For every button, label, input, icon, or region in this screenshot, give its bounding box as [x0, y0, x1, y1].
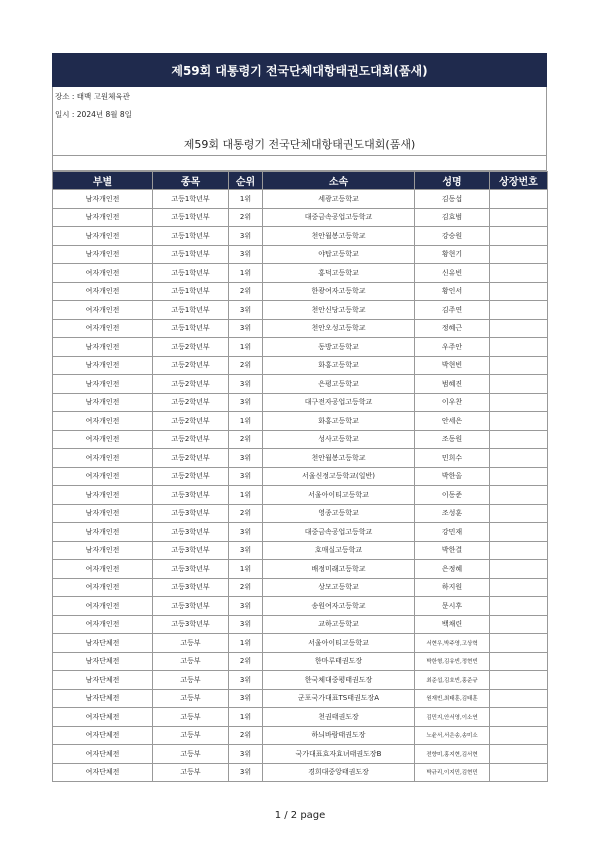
division-cell: 남자개인전: [53, 245, 153, 264]
affiliation-cell: 홍덕고등학교: [263, 264, 415, 283]
event-cell: 고등부: [153, 763, 229, 782]
name-cell: 강승원: [415, 227, 490, 246]
certificate-no-cell: [490, 245, 548, 264]
name-cell: 강민재: [415, 523, 490, 542]
name-cell: 김동섭: [415, 190, 490, 209]
division-cell: 남자개인전: [53, 190, 153, 209]
table-row: [53, 523, 548, 542]
rank-cell: 2위: [229, 430, 263, 449]
rank-cell: 2위: [229, 726, 263, 745]
table-subtitle: 제59회 대통령기 전국단체대항태권도대회(품새): [52, 133, 547, 156]
table-row: [53, 264, 548, 283]
division-cell: 여자개인전: [53, 578, 153, 597]
rank-cell: 3위: [229, 319, 263, 338]
name-cell: 김민지,안서영,이소연: [415, 708, 490, 727]
certificate-no-cell: [490, 486, 548, 505]
rank-cell: 1위: [229, 486, 263, 505]
table-row: [53, 615, 548, 634]
rank-cell: 1위: [229, 412, 263, 431]
certificate-no-cell: [490, 523, 548, 542]
rank-cell: 3위: [229, 615, 263, 634]
affiliation-cell: 세광고등학교: [263, 190, 415, 209]
event-cell: 고등3학년부: [153, 504, 229, 523]
rank-cell: 1위: [229, 634, 263, 653]
table-row: [53, 541, 548, 560]
rank-cell: 3위: [229, 523, 263, 542]
rank-cell: 2위: [229, 578, 263, 597]
name-cell: 민희수: [415, 449, 490, 468]
division-cell: 여자개인전: [53, 282, 153, 301]
event-cell: 고등3학년부: [153, 486, 229, 505]
event-cell: 고등부: [153, 671, 229, 690]
name-cell: 김주연: [415, 301, 490, 320]
event-cell: 고등2학년부: [153, 356, 229, 375]
rank-cell: 3위: [229, 227, 263, 246]
event-cell: 고등3학년부: [153, 578, 229, 597]
name-cell: 백채린: [415, 615, 490, 634]
event-cell: 고등1학년부: [153, 190, 229, 209]
table-row: [53, 671, 548, 690]
name-cell: 조동원: [415, 430, 490, 449]
affiliation-cell: 천안월봉고등학교: [263, 227, 415, 246]
table-row: [53, 689, 548, 708]
results-table: [52, 171, 548, 782]
division-cell: 여자개인전: [53, 412, 153, 431]
header-affiliation: 소속: [263, 172, 415, 190]
division-cell: 여자개인전: [53, 430, 153, 449]
division-cell: 여자개인전: [53, 597, 153, 616]
division-cell: 여자단체전: [53, 708, 153, 727]
certificate-no-cell: [490, 615, 548, 634]
table-row: [53, 393, 548, 412]
table-row: [53, 375, 548, 394]
rank-cell: 1위: [229, 338, 263, 357]
affiliation-cell: 영종고등학교: [263, 504, 415, 523]
division-cell: 여자개인전: [53, 467, 153, 486]
rank-cell: 3위: [229, 745, 263, 764]
table-row: [53, 652, 548, 671]
certificate-no-cell: [490, 282, 548, 301]
table-row: [53, 745, 548, 764]
division-cell: 여자개인전: [53, 615, 153, 634]
rank-cell: 3위: [229, 541, 263, 560]
division-cell: 여자개인전: [53, 560, 153, 579]
affiliation-cell: 호매실고등학교: [263, 541, 415, 560]
event-cell: 고등2학년부: [153, 412, 229, 431]
rank-cell: 3위: [229, 671, 263, 690]
name-cell: 박규리,이지민,김현민: [415, 763, 490, 782]
affiliation-cell: 은평고등학교: [263, 375, 415, 394]
name-cell: 이우찬: [415, 393, 490, 412]
affiliation-cell: 배정미래고등학교: [263, 560, 415, 579]
table-row: [53, 190, 548, 209]
table-row: [53, 245, 548, 264]
event-cell: 고등부: [153, 726, 229, 745]
certificate-no-cell: [490, 319, 548, 338]
certificate-no-cell: [490, 356, 548, 375]
affiliation-cell: 동방고등학교: [263, 338, 415, 357]
table-row: [53, 338, 548, 357]
header-certificate-no: 상장번호: [490, 172, 548, 190]
event-cell: 고등2학년부: [153, 375, 229, 394]
table-row: [53, 504, 548, 523]
rank-cell: 3위: [229, 467, 263, 486]
event-cell: 고등3학년부: [153, 541, 229, 560]
header-event: 종목: [153, 172, 229, 190]
division-cell: 여자단체전: [53, 745, 153, 764]
event-cell: 고등부: [153, 708, 229, 727]
affiliation-cell: 성사고등학교: [263, 430, 415, 449]
event-cell: 고등3학년부: [153, 597, 229, 616]
division-cell: 여자개인전: [53, 264, 153, 283]
affiliation-cell: 야탑고등학교: [263, 245, 415, 264]
affiliation-cell: 대구전자공업고등학교: [263, 393, 415, 412]
name-cell: 노윤서,서은송,송미소: [415, 726, 490, 745]
rank-cell: 3위: [229, 245, 263, 264]
affiliation-cell: 화홍고등학교: [263, 356, 415, 375]
event-cell: 고등3학년부: [153, 523, 229, 542]
event-cell: 고등1학년부: [153, 301, 229, 320]
page-indicator: 1 / 2 page: [274, 810, 326, 821]
affiliation-cell: 서울아이티고등학교: [263, 634, 415, 653]
rank-cell: 2위: [229, 282, 263, 301]
certificate-no-cell: [490, 745, 548, 764]
rank-cell: 1위: [229, 264, 263, 283]
certificate-no-cell: [490, 578, 548, 597]
certificate-no-cell: [490, 708, 548, 727]
event-cell: 고등2학년부: [153, 430, 229, 449]
table-row: [53, 467, 548, 486]
table-row: [53, 319, 548, 338]
certificate-no-cell: [490, 338, 548, 357]
affiliation-cell: 송원여자고등학교: [263, 597, 415, 616]
date-line: 일시 : 2024년 8월 8일: [52, 105, 547, 123]
rank-cell: 2위: [229, 208, 263, 227]
event-cell: 고등부: [153, 689, 229, 708]
blank-row: [52, 156, 547, 171]
name-cell: 박한올: [415, 467, 490, 486]
name-cell: 최준섭,김호빈,홍준규: [415, 671, 490, 690]
division-cell: 여자단체전: [53, 726, 153, 745]
name-cell: 황현기: [415, 245, 490, 264]
venue-line: 장소 : 태백 고원체육관: [52, 87, 547, 105]
results-sheet: [52, 53, 547, 782]
affiliation-cell: 국가대표효자효녀태권도장B: [263, 745, 415, 764]
table-row: [53, 412, 548, 431]
name-cell: 조성훈: [415, 504, 490, 523]
table-header-row: [53, 172, 548, 190]
certificate-no-cell: [490, 412, 548, 431]
rank-cell: 3위: [229, 449, 263, 468]
certificate-no-cell: [490, 301, 548, 320]
division-cell: 여자단체전: [53, 763, 153, 782]
table-row: [53, 560, 548, 579]
name-cell: 서현우,박주영,고상혁: [415, 634, 490, 653]
certificate-no-cell: [490, 689, 548, 708]
name-cell: 황인서: [415, 282, 490, 301]
name-cell: 김효범: [415, 208, 490, 227]
name-cell: 하지원: [415, 578, 490, 597]
affiliation-cell: 천권태권도장: [263, 708, 415, 727]
affiliation-cell: 하늬바람태권도장: [263, 726, 415, 745]
affiliation-cell: 한마루태권도장: [263, 652, 415, 671]
certificate-no-cell: [490, 671, 548, 690]
affiliation-cell: 화홍고등학교: [263, 412, 415, 431]
affiliation-cell: 천안월봉고등학교: [263, 449, 415, 468]
division-cell: 남자개인전: [53, 523, 153, 542]
event-cell: 고등1학년부: [153, 208, 229, 227]
affiliation-cell: 서울아이티고등학교: [263, 486, 415, 505]
division-cell: 남자단체전: [53, 652, 153, 671]
table-row: [53, 282, 548, 301]
table-row: [53, 486, 548, 505]
division-cell: 여자개인전: [53, 301, 153, 320]
name-cell: 전향미,홍지현,김서현: [415, 745, 490, 764]
rank-cell: 3위: [229, 375, 263, 394]
table-row: [53, 449, 548, 468]
certificate-no-cell: [490, 597, 548, 616]
event-cell: 고등1학년부: [153, 245, 229, 264]
certificate-no-cell: [490, 430, 548, 449]
name-cell: 박한형,김유빈,정현빈: [415, 652, 490, 671]
event-cell: 고등3학년부: [153, 615, 229, 634]
affiliation-cell: 군포국가대표TS태권도장A: [263, 689, 415, 708]
certificate-no-cell: [490, 541, 548, 560]
affiliation-cell: 경희대중앙태권도장: [263, 763, 415, 782]
rank-cell: 2위: [229, 652, 263, 671]
division-cell: 남자개인전: [53, 393, 153, 412]
affiliation-cell: 한광여자고등학교: [263, 282, 415, 301]
name-cell: 박한결: [415, 541, 490, 560]
rank-cell: 3위: [229, 689, 263, 708]
name-cell: 신유빈: [415, 264, 490, 283]
table-row: [53, 597, 548, 616]
table-row: [53, 726, 548, 745]
rank-cell: 3위: [229, 301, 263, 320]
event-cell: 고등2학년부: [153, 393, 229, 412]
certificate-no-cell: [490, 208, 548, 227]
table-row: [53, 430, 548, 449]
division-cell: 여자개인전: [53, 319, 153, 338]
certificate-no-cell: [490, 375, 548, 394]
event-cell: 고등2학년부: [153, 467, 229, 486]
certificate-no-cell: [490, 652, 548, 671]
certificate-no-cell: [490, 726, 548, 745]
table-row: [53, 763, 548, 782]
table-row: [53, 208, 548, 227]
rank-cell: 3위: [229, 597, 263, 616]
division-cell: 남자단체전: [53, 689, 153, 708]
table-row: [53, 356, 548, 375]
table-row: [53, 227, 548, 246]
event-cell: 고등1학년부: [153, 264, 229, 283]
event-cell: 고등3학년부: [153, 560, 229, 579]
division-cell: 남자단체전: [53, 671, 153, 690]
rank-cell: 1위: [229, 708, 263, 727]
event-cell: 고등부: [153, 745, 229, 764]
rank-cell: 3위: [229, 763, 263, 782]
name-cell: 은정혜: [415, 560, 490, 579]
certificate-no-cell: [490, 393, 548, 412]
table-row: [53, 301, 548, 320]
affiliation-cell: 서울신정고등학교(일반): [263, 467, 415, 486]
certificate-no-cell: [490, 227, 548, 246]
affiliation-cell: 대중금속공업고등학교: [263, 523, 415, 542]
affiliation-cell: 천안오성고등학교: [263, 319, 415, 338]
event-cell: 고등1학년부: [153, 319, 229, 338]
rank-cell: 3위: [229, 393, 263, 412]
division-cell: 남자개인전: [53, 227, 153, 246]
division-cell: 남자개인전: [53, 541, 153, 560]
certificate-no-cell: [490, 763, 548, 782]
division-cell: 여자개인전: [53, 449, 153, 468]
name-cell: 안세은: [415, 412, 490, 431]
affiliation-cell: 한국체대중평태권도장: [263, 671, 415, 690]
certificate-no-cell: [490, 467, 548, 486]
rank-cell: 1위: [229, 560, 263, 579]
name-cell: 원재빈,최태훈,김태훈: [415, 689, 490, 708]
rank-cell: 2위: [229, 504, 263, 523]
event-cell: 고등부: [153, 652, 229, 671]
division-cell: 남자개인전: [53, 356, 153, 375]
certificate-no-cell: [490, 504, 548, 523]
name-cell: 우주안: [415, 338, 490, 357]
spacer: [52, 123, 547, 133]
division-cell: 남자개인전: [53, 208, 153, 227]
affiliation-cell: 상모고등학교: [263, 578, 415, 597]
affiliation-cell: 교하고등학교: [263, 615, 415, 634]
table-row: [53, 578, 548, 597]
affiliation-cell: 대중금속공업고등학교: [263, 208, 415, 227]
name-cell: 정혜근: [415, 319, 490, 338]
name-cell: 박현빈: [415, 356, 490, 375]
name-cell: 문시후: [415, 597, 490, 616]
division-cell: 남자개인전: [53, 486, 153, 505]
affiliation-cell: 천안신당고등학교: [263, 301, 415, 320]
name-cell: 범혜진: [415, 375, 490, 394]
division-cell: 남자개인전: [53, 504, 153, 523]
event-cell: 고등2학년부: [153, 338, 229, 357]
document-title: 제59회 대통령기 전국단체대항태권도대회(품새): [52, 53, 547, 87]
header-division: 부별: [53, 172, 153, 190]
event-cell: 고등1학년부: [153, 227, 229, 246]
rank-cell: 2위: [229, 356, 263, 375]
event-cell: 고등부: [153, 634, 229, 653]
header-name: 성명: [415, 172, 490, 190]
table-row: [53, 634, 548, 653]
division-cell: 남자개인전: [53, 375, 153, 394]
header-rank: 순위: [229, 172, 263, 190]
certificate-no-cell: [490, 190, 548, 209]
certificate-no-cell: [490, 634, 548, 653]
event-cell: 고등2학년부: [153, 449, 229, 468]
certificate-no-cell: [490, 560, 548, 579]
rank-cell: 1위: [229, 190, 263, 209]
division-cell: 남자개인전: [53, 338, 153, 357]
certificate-no-cell: [490, 264, 548, 283]
division-cell: 남자단체전: [53, 634, 153, 653]
table-row: [53, 708, 548, 727]
certificate-no-cell: [490, 449, 548, 468]
name-cell: 이동준: [415, 486, 490, 505]
event-cell: 고등1학년부: [153, 282, 229, 301]
